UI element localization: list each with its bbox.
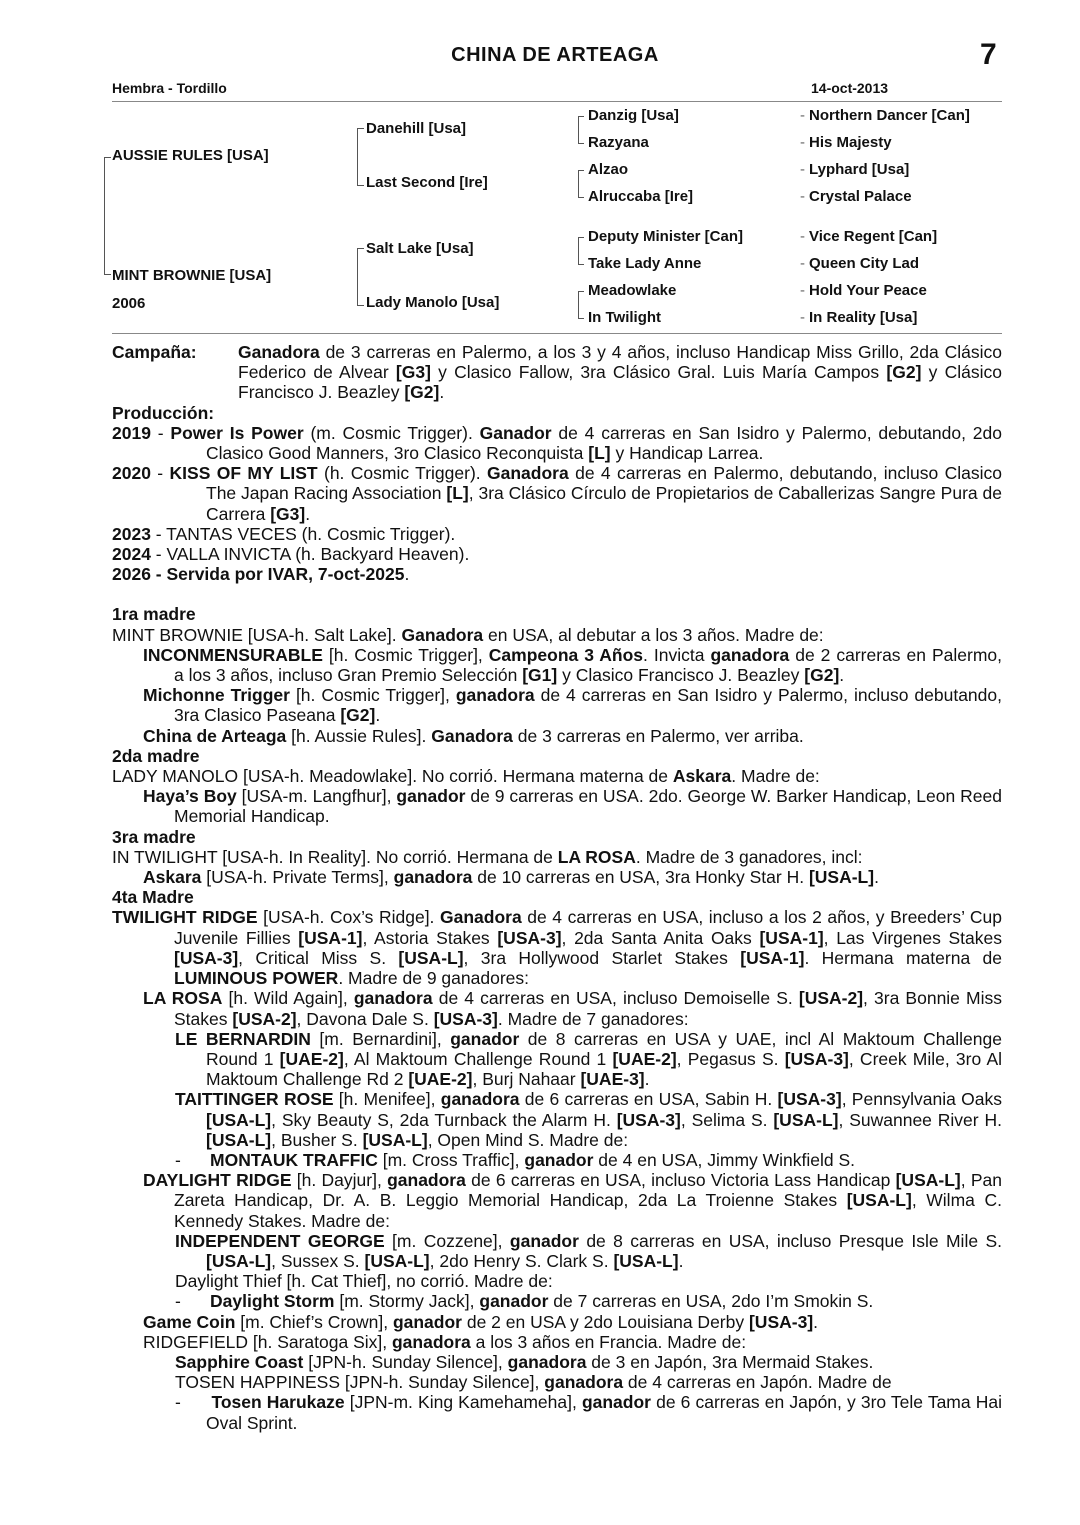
- madre1-intro: MINT BROWNIE [USA-h. Salt Lake]. Ganadora en USA, al debutar a los 3 años. Madre de:: [112, 624, 824, 645]
- montauk-traffic: - MONTAUK TRAFFIC [m. Cross Traffic], ganador de 4 en USA, Jimmy Winkfield S.: [175, 1149, 856, 1170]
- daylight-thief: Daylight Thief [h. Cat Thief], no corrió. Madre de:: [175, 1271, 553, 1292]
- madre1-child-2: Michonne Trigger [h. Cosmic Trigger], ganadora de 4 carreras en San Isidro y Palermo, incluso debutando, 3ra Clasico Paseana [G2].: [143, 685, 1002, 726]
- dam-bracket: [104, 157, 111, 275]
- campana-section: [112, 342, 1002, 403]
- campana-text: Ganadora de 3 carreras en Palermo, a los 3 y 4 años, incluso Handicap Miss Grillo, 2da Clásico Federico de Alvear [G3] y Clasico Fallow, 3ra Clásico Gral. Luis María Campos [G2] y Clásico Francisco J. Beazley [G2].: [238, 342, 1002, 403]
- birth-date: 14-oct-2013: [811, 80, 889, 96]
- produccion-label: Producción:: [112, 402, 215, 423]
- sapphire-coast: Sapphire Coast [JPN-h. Sunday Silence], ganadora de 3 en Japón, 3ra Mermaid Stakes.: [175, 1351, 874, 1372]
- ridgefield: RIDGEFIELD [h. Saratoga Six], ganadora a los 3 años en Francia. Madre de:: [143, 1331, 747, 1352]
- gen3-bracket-1: [578, 116, 584, 144]
- madre3-intro: IN TWILIGHT [USA-h. In Reality]. No corrió. Hermana de LA ROSA. Madre de 3 ganadores, incl:: [112, 846, 863, 867]
- dam-dam: Lady Manolo [Usa]: [366, 294, 500, 311]
- sire-dam: Last Second [Ire]: [366, 174, 488, 191]
- lot-number: 7: [980, 38, 997, 71]
- la-rosa: LA ROSA [h. Wild Again], ganadora de 4 carreras en USA, incluso Demoiselle S. [USA-2], 3ra Bonnie Miss Stakes [USA-2], Davona Dale S. [USA-3]. Madre de 7 ganadores:: [143, 988, 1002, 1029]
- madre3-title: 3ra madre: [112, 826, 196, 847]
- gen3-6: Take Lady Anne: [588, 255, 702, 272]
- gen4-5: - Vice Regent [Can]: [800, 228, 938, 245]
- produccion-2019: 2019 - Power Is Power (m. Cosmic Trigger). Ganador de 4 carreras en San Isidro y Palermo, debutando, 2do Clasico Good Manners, 3ro Clasico Reconquista [L] y Handicap Larrea.: [112, 422, 1002, 464]
- gen4-3: - Lyphard [Usa]: [800, 161, 910, 178]
- sire: AUSSIE RULES [USA]: [112, 147, 269, 164]
- independent-george: INDEPENDENT GEORGE [m. Cozzene], ganador de 8 carreras en USA, incluso Presque Isle Mile S. [USA-L], Sussex S. [USA-L], 2do Henry S. Clark S. [USA-L].: [175, 1230, 1002, 1271]
- dam-sire: Salt Lake [Usa]: [366, 240, 474, 257]
- tosen-harukaze: - Tosen Harukaze [JPN-m. King Kamehameha], ganador de 6 carreras en Japón, y 3ro Tele Tama Hai Oval Sprint.: [175, 1392, 1002, 1433]
- madre1-child-3: China de Arteaga [h. Aussie Rules]. Ganadora de 3 carreras en Palermo, ver arriba.: [143, 725, 804, 746]
- taittinger-rose: TAITTINGER ROSE [h. Menifee], ganadora de 6 carreras en USA, Sabin H. [USA-3], Pennsylvania Oaks [USA-L], Sky Beauty S, 2da Turnback the Alarm H. [USA-3], Selima S. [USA-L], Suwannee River H. [USA-L], Busher S. [USA-L], Open Mind S. Madre de:: [175, 1089, 1002, 1150]
- game-coin: Game Coin [m. Chief’s Crown], ganador de 2 en USA y 2do Louisiana Derby [USA-3].: [143, 1311, 819, 1332]
- divider-pedigree: [112, 333, 1002, 334]
- gen3-2: Razyana: [588, 134, 649, 151]
- madre4-title: 4ta Madre: [112, 887, 194, 908]
- divider-top: [112, 101, 1002, 102]
- gen3-7: Meadowlake: [588, 282, 677, 299]
- gen3-3: Alzao: [588, 161, 629, 178]
- daylight-ridge: DAYLIGHT RIDGE [h. Dayjur], ganadora de 6 carreras en USA, incluso Victoria Lass Handicap [USA-L], Pan Zareta Handicap, Dr. A. B. Leggio Memorial Handicap, 2da La Troienne Stakes [USA-L], Wilma C. Kennedy Stakes. Madre de:: [143, 1170, 1002, 1231]
- daylight-storm: - Daylight Storm [m. Stormy Jack], ganador de 7 carreras en USA, 2do I’m Smokin S.: [175, 1291, 874, 1312]
- produccion-2020: 2020 - KISS OF MY LIST (h. Cosmic Trigger). Ganadora de 4 carreras en Palermo, debutando, incluso Clasico The Japan Racing Association [L], 3ra Clásico Círculo de Propietarios de Caballerizas Sangre Pura de Carrera [G3].: [112, 463, 1002, 524]
- gen4-6: - Queen City Lad: [800, 255, 920, 272]
- gen3-bracket-4: [578, 291, 584, 319]
- gen3-4: Alruccaba [Ire]: [588, 188, 694, 205]
- sex-color: Hembra - Tordillo: [112, 80, 227, 96]
- produccion-2026: 2026 - Servida por IVAR, 7-oct-2025.: [112, 564, 410, 585]
- produccion-2024: 2024 - VALLA INVICTA (h. Backyard Heaven).: [112, 544, 470, 565]
- madre2-child-1: Haya’s Boy [USA-m. Langfhur], ganador de 9 carreras en USA. 2do. George W. Barker Handicap, Leon Reed Memorial Handicap.: [143, 786, 1002, 827]
- gen4-8: - In Reality [Usa]: [800, 309, 918, 326]
- madre3-child-1: Askara [USA-h. Private Terms], ganadora de 10 carreras en USA, 3ra Honky Star H. [USA-L].: [143, 867, 879, 888]
- sire-sire: Danehill [Usa]: [366, 120, 467, 137]
- tosen-happiness: TOSEN HAPPINESS [JPN-h. Sunday Silence], ganadora de 4 carreras en Japón. Madre de: [175, 1372, 892, 1393]
- gen4-4: - Crystal Palace: [800, 188, 912, 205]
- gen4-7: - Hold Your Peace: [800, 282, 927, 299]
- gen3-5: Deputy Minister [Can]: [588, 228, 744, 245]
- gen2-bracket-2: [357, 248, 364, 306]
- gen4-1: - Northern Dancer [Can]: [800, 107, 970, 124]
- madre4-intro: TWILIGHT RIDGE [USA-h. Cox’s Ridge]. Ganadora de 4 carreras en USA, incluso a los 2 años, y Breeders’ Cup Juvenile Fillies [USA-1], Astoria Stakes [USA-3], 2da Santa Anita Oaks [USA-1], Las Virgenes Stakes [USA-3], Critical Miss S. [USA-L], 3ra Hollywood Starlet Stakes [USA-1]. Hermana materna de LUMINOUS POWER. Madre de 9 ganadores:: [112, 907, 1003, 989]
- madre2-intro: LADY MANOLO [USA-h. Meadowlake]. No corrió. Hermana materna de Askara. Madre de:: [112, 766, 820, 787]
- produccion-2023: 2023 - TANTAS VECES (h. Cosmic Trigger).: [112, 523, 456, 544]
- gen3-1: Danzig [Usa]: [588, 107, 679, 124]
- campana-label: Campaña:: [112, 342, 197, 362]
- gen3-bracket-3: [578, 237, 584, 265]
- madre2-title: 2da madre: [112, 745, 200, 766]
- gen3-8: In Twilight: [588, 309, 662, 326]
- madre1-title: 1ra madre: [112, 604, 196, 625]
- gen3-bracket-2: [578, 170, 584, 198]
- dam: MINT BROWNIE [USA]: [112, 267, 272, 284]
- madre1-child-1: INCONMENSURABLE [h. Cosmic Trigger], Campeona 3 Años. Invicta ganadora de 2 carreras en Palermo, a los 3 años, incluso Gran Premio Selección [G1] y Clasico Francisco J. Beazley [G2].: [143, 644, 1002, 686]
- gen4-2: - His Majesty: [800, 134, 892, 151]
- horse-name: CHINA DE ARTEAGA: [451, 44, 659, 66]
- catalog-body: [112, 342, 1002, 1433]
- dam-year: 2006: [112, 295, 146, 312]
- gen2-bracket-1: [357, 128, 364, 186]
- le-bernardin: LE BERNARDIN [m. Bernardini], ganador de 8 carreras en USA y UAE, incl Al Maktoum Challenge Round 1 [UAE-2], Al Maktoum Challenge Round 1 [UAE-2], Pegasus S. [USA-3], Creek Mile, 3ro Al Maktoum Challenge Rd 2 [UAE-2], Burj Nahaar [UAE-3].: [175, 1028, 1003, 1090]
